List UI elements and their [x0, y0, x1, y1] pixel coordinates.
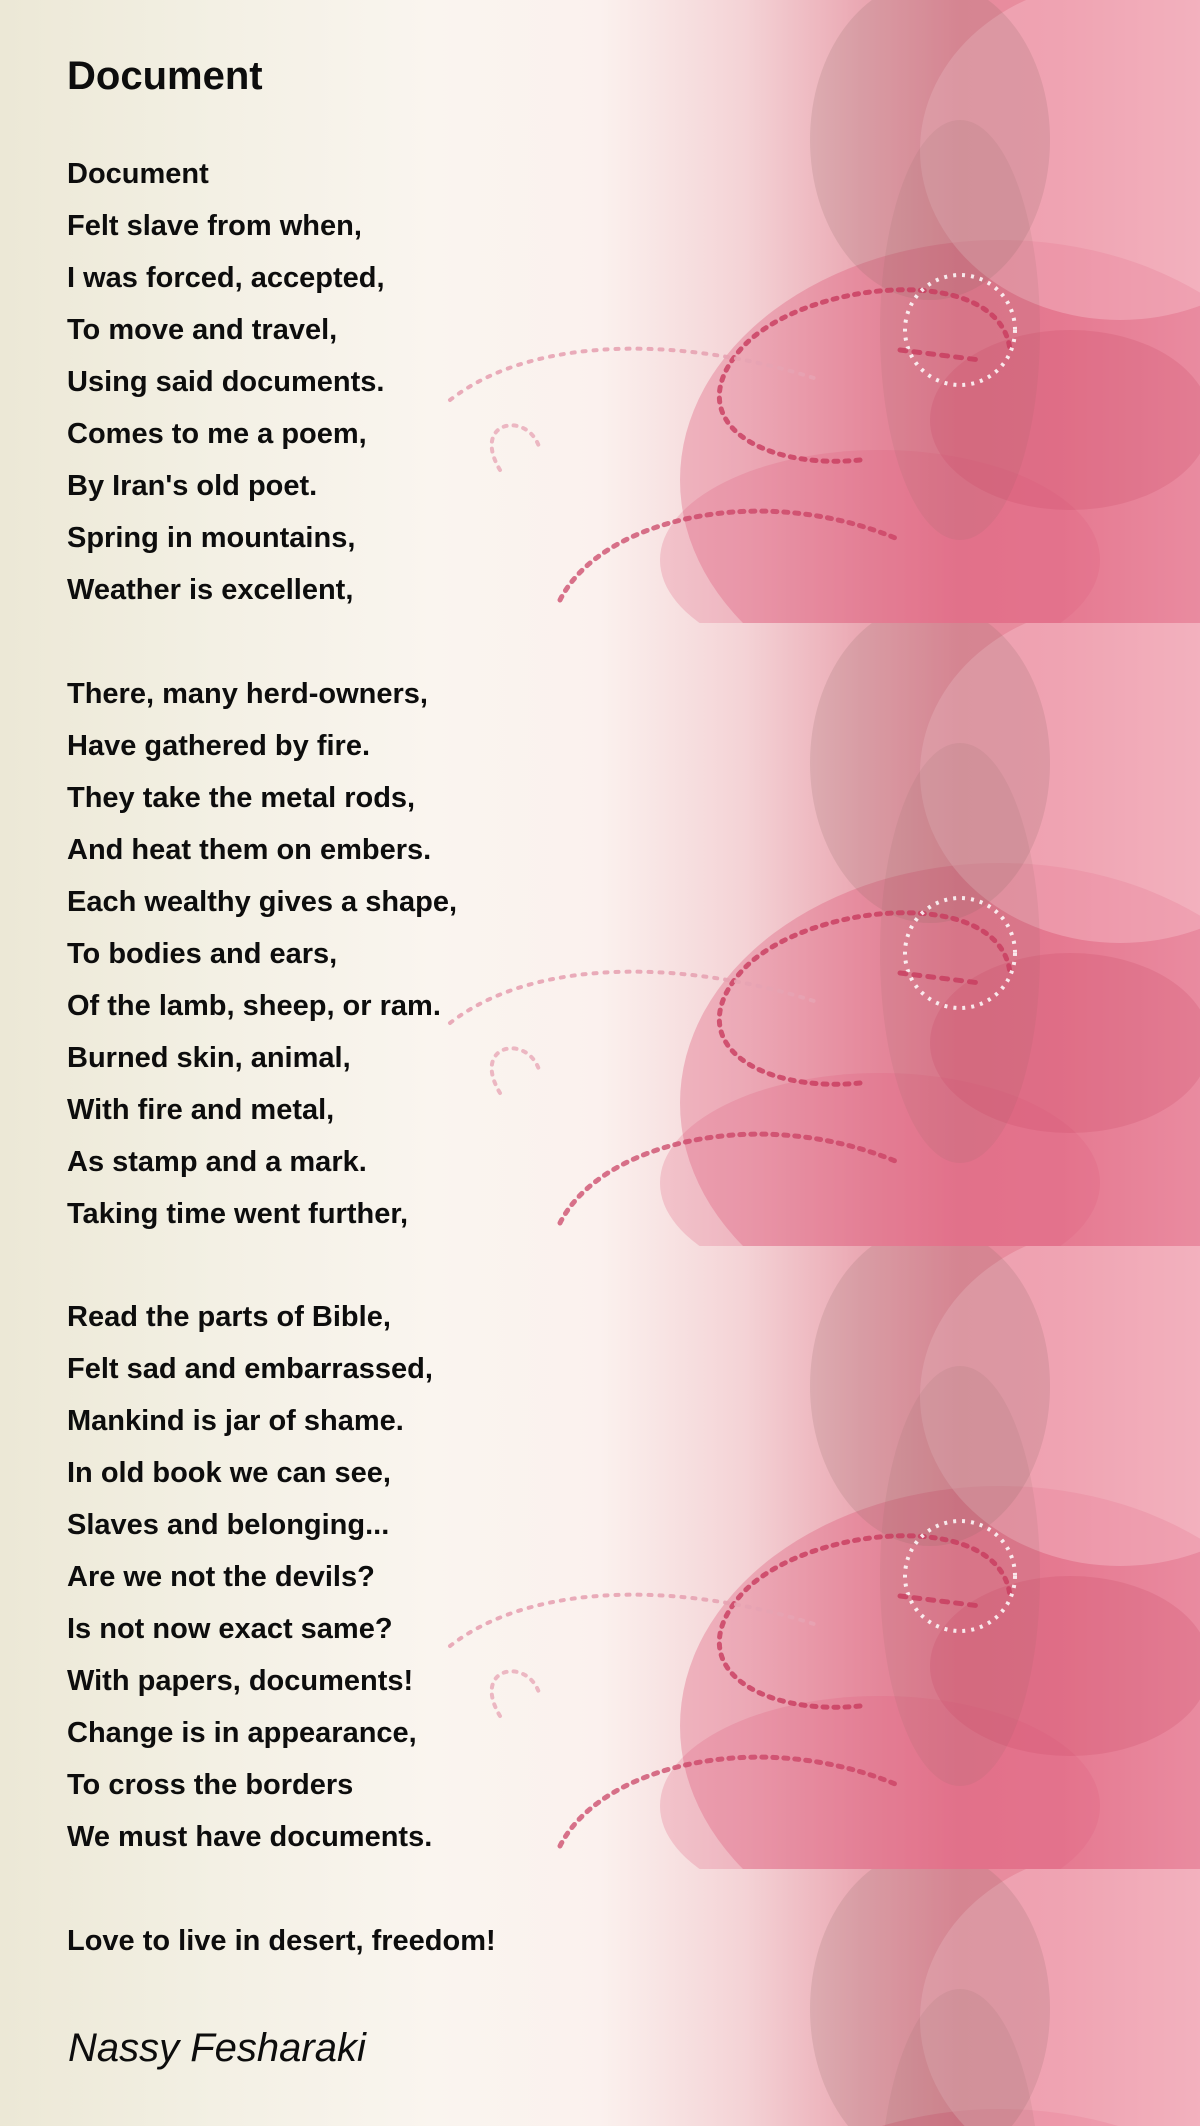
poem-line: And heat them on embers. [67, 834, 432, 866]
poem-line: Felt sad and embarrassed, [67, 1353, 433, 1385]
stanza-4 [67, 1915, 496, 1967]
poem-author: Nassy Fesharaki [68, 2026, 366, 2070]
poem-line: Read the parts of Bible, [67, 1301, 391, 1333]
poem-line: Change is in appearance, [67, 1717, 417, 1749]
poem-line: Weather is excellent, [67, 574, 354, 606]
poem-line: I was forced, accepted, [67, 262, 385, 294]
poem-line: Of the lamb, sheep, or ram. [67, 990, 441, 1022]
poem-line: Spring in mountains, [67, 522, 356, 554]
poem-line: Slaves and belonging... [67, 1509, 390, 1541]
poem-line: Is not now exact same? [67, 1613, 393, 1645]
poem-line: Burned skin, animal, [67, 1042, 351, 1074]
poem-line: To move and travel, [67, 314, 338, 346]
background-band-4 [0, 1869, 1200, 2126]
poem-line: There, many herd-owners, [67, 678, 428, 710]
poem-line: With fire and metal, [67, 1094, 335, 1126]
floral-decoration [0, 1869, 1200, 2126]
poem-line: Have gathered by fire. [67, 730, 370, 762]
poem-line: By Iran's old poet. [67, 470, 318, 502]
poem-line: To cross the borders [67, 1769, 354, 1801]
poem-line: Using said documents. [67, 366, 385, 398]
poem-line: They take the metal rods, [67, 782, 416, 814]
poem-line: As stamp and a mark. [67, 1146, 367, 1178]
poem-line: Love to live in desert, freedom! [67, 1925, 496, 1957]
poem-line: Taking time went further, [67, 1198, 409, 1230]
poem-line: To bodies and ears, [67, 938, 338, 970]
poem-line: Document [67, 158, 209, 190]
poem-line: Comes to me a poem, [67, 418, 367, 450]
poem-line: Each wealthy gives a shape, [67, 886, 458, 918]
poem-line: Are we not the devils? [67, 1561, 375, 1593]
stanza-3 [67, 1291, 433, 1863]
poem-title: Document [67, 54, 263, 98]
stanza-2 [67, 668, 457, 1240]
stanza-1 [67, 148, 385, 616]
poem-line: We must have documents. [67, 1821, 433, 1853]
poem-line: Felt slave from when, [67, 210, 362, 242]
poem-line: With papers, documents! [67, 1665, 414, 1697]
poem-line: Mankind is jar of shame. [67, 1405, 404, 1437]
poem-line: In old book we can see, [67, 1457, 391, 1489]
